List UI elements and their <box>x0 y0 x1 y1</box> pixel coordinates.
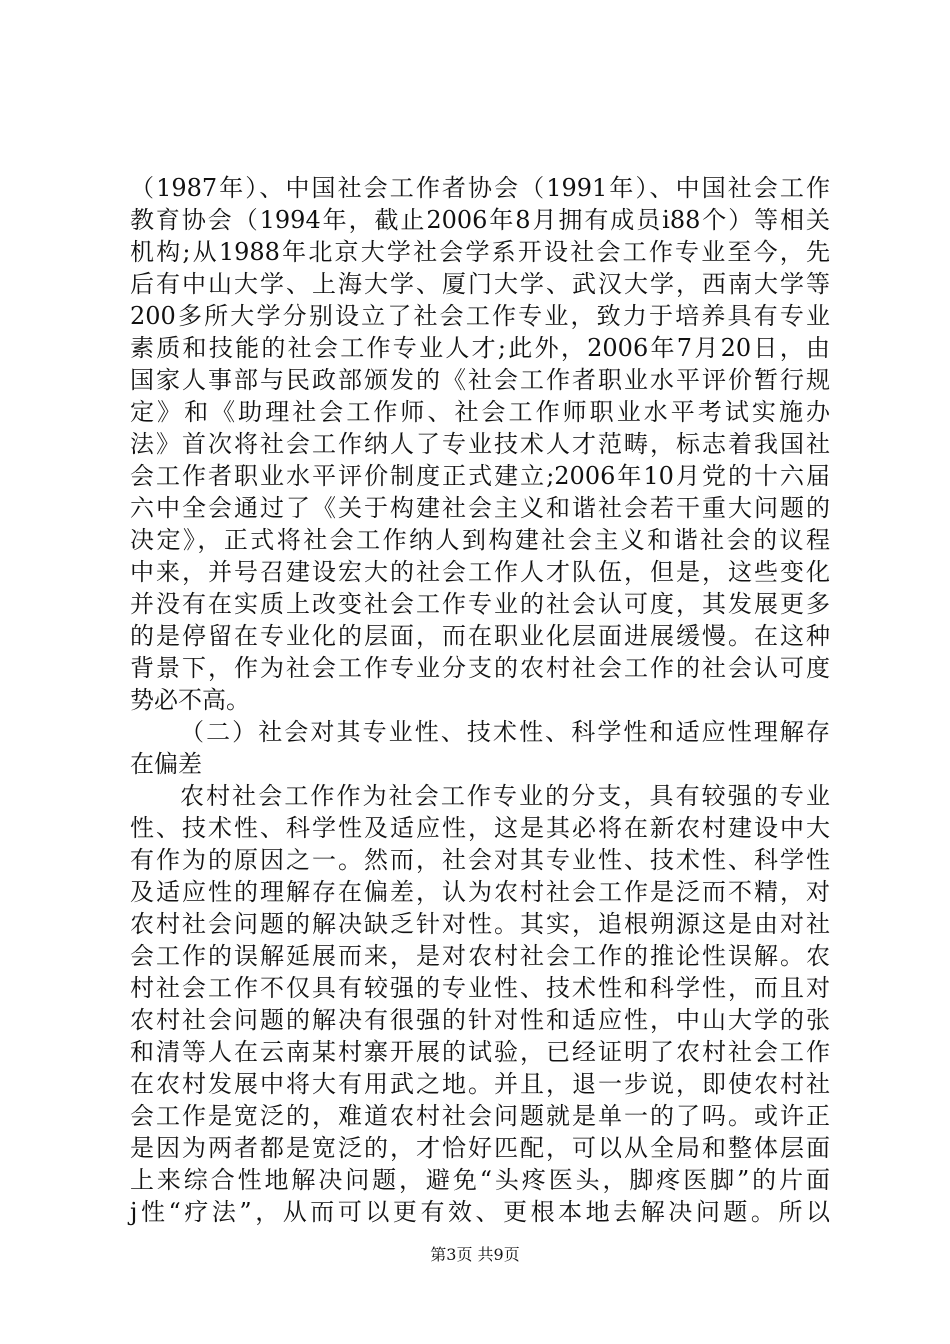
text-line: 200多所大学分别设立了社会工作专业，致力于培养具有专业 <box>130 302 830 330</box>
document-body <box>130 172 830 1228</box>
text-line: 和清等人在云南某村寨开展的试验，已经证明了农村社会工作 <box>130 1038 830 1066</box>
text-line: 教育协会（1994年，截止2006年8月拥有成员i88个）等相关 <box>130 206 830 234</box>
text-line: 性、技术性、科学性及适应性，这是其必将在新农村建设中大 <box>130 814 830 842</box>
text-line: 在农村发展中将大有用武之地。并且，退一步说，即使农村社 <box>130 1070 830 1098</box>
text-line: 机构;从1988年北京大学社会学系开设社会工作专业至今，先 <box>130 238 830 266</box>
text-line: 有作为的原因之一。然而，社会对其专业性、技术性、科学性 <box>130 846 830 874</box>
section-heading <box>130 716 830 780</box>
text-line: 农村社会问题的解决缺乏针对性。其实，追根朔源这是由对社 <box>130 910 830 938</box>
text-line: 素质和技能的社会工作专业人才;此外，2006年7月20日，由 <box>130 334 830 362</box>
heading-line: （二）社会对其专业性、技术性、科学性和适应性理解存 <box>180 718 830 746</box>
text-line: 决定》，正式将社会工作纳人到构建社会主义和谐社会的议程 <box>130 526 830 554</box>
text-line: 会工作者职业水平评价制度正式建立;2006年10月党的十六届 <box>130 462 830 490</box>
text-line: 农村社会问题的解决有很强的针对性和适应性，中山大学的张 <box>130 1006 830 1034</box>
paragraph-professionalism <box>130 780 830 1228</box>
text-line: 及适应性的理解存在偏差，认为农村社会工作是泛而不精，对 <box>130 878 830 906</box>
paragraph-social-recognition <box>130 172 830 716</box>
text-line: 定》和《助理社会工作师、社会工作师职业水平考试实施办 <box>130 398 830 426</box>
text-line: 中来，并号召建设宏大的社会工作人才队伍，但是，这些变化 <box>130 558 830 586</box>
text-line: 农村社会工作作为社会工作专业的分支，具有较强的专业 <box>180 782 830 810</box>
text-line: 会工作是宽泛的，难道农村社会问题就是单一的了吗。或许正 <box>130 1102 830 1130</box>
text-line: j性“疗法”，从而可以更有效、更根本地去解决问题。所以 <box>130 1198 830 1226</box>
text-line: 上来综合性地解决问题，避免“头疼医头，脚疼医脚”的片面 <box>130 1166 830 1194</box>
text-line: 六中全会通过了《关于构建社会主义和谐社会若干重大问题的 <box>130 494 830 522</box>
text-line: （1987年）、中国社会工作者协会（1991年）、中国社会工作 <box>130 174 830 202</box>
text-line: 的是停留在专业化的层面，而在职业化层面进展缓慢。在这种 <box>130 622 830 650</box>
text-line: 法》首次将社会工作纳人了专业技术人才范畴，标志着我国社 <box>130 430 830 458</box>
text-line: 会工作的误解延展而来，是对农村社会工作的推论性误解。农 <box>130 942 830 970</box>
page-number-footer: 第3页 共9页 <box>430 1245 520 1264</box>
text-line: 并没有在实质上改变社会工作专业的社会认可度，其发展更多 <box>130 590 830 618</box>
heading-line: 在偏差 <box>130 750 202 778</box>
text-line: 势必不高。 <box>130 686 250 714</box>
text-line: 村社会工作不仅具有较强的专业性、技术性和科学性，而且对 <box>130 974 830 1002</box>
text-line: 背景下，作为社会工作专业分支的农村社会工作的社会认可度 <box>130 654 830 682</box>
text-line: 国家人事部与民政部颁发的《社会工作者职业水平评价暂行规 <box>130 366 830 394</box>
text-line: 是因为两者都是宽泛的，才恰好匹配，可以从全局和整体层面 <box>130 1134 830 1162</box>
text-line: 后有中山大学、上海大学、厦门大学、武汉大学，西南大学等 <box>130 270 830 298</box>
